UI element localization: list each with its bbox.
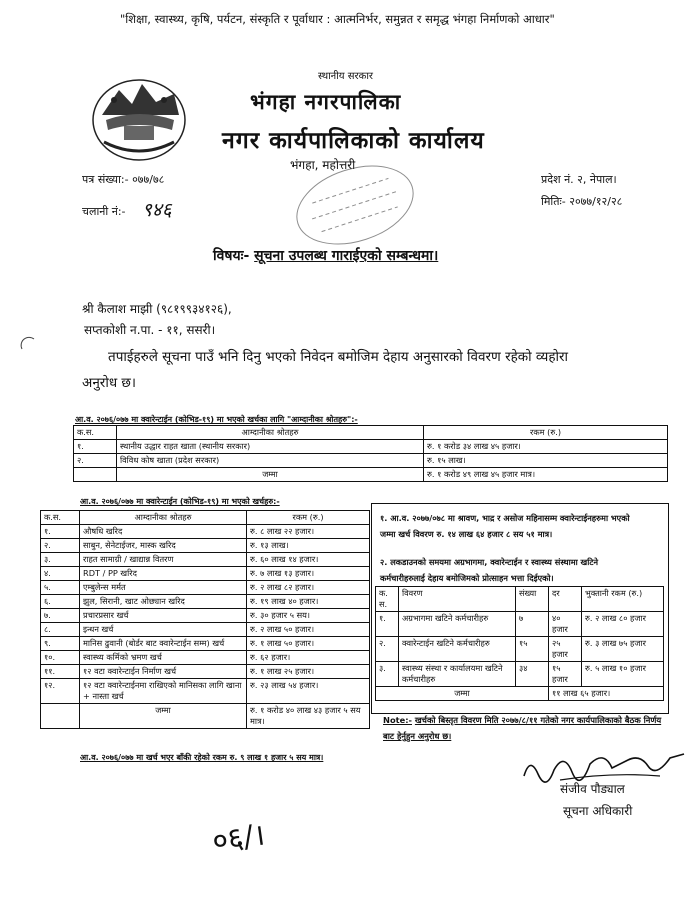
- note: [383, 712, 665, 744]
- table-header-row: [376, 587, 664, 612]
- cell: १०.: [41, 651, 80, 665]
- office-name: नगर कार्यपालिकाको कार्यालय: [222, 128, 485, 154]
- cell: ७: [516, 612, 549, 637]
- table-row: [41, 651, 370, 665]
- cell: रु. २ लाख ८२ हजार।: [247, 581, 370, 595]
- cell: ३.: [41, 553, 80, 567]
- cell: साबुन, सेनेटाईजर, मास्क खरिद: [80, 539, 247, 553]
- table-row: [41, 609, 370, 623]
- table-header-row: [74, 426, 668, 440]
- table-row: [41, 539, 370, 553]
- motto: "शिक्षा, स्वास्थ्य, कृषि, पर्यटन, संस्कृति र पूर्वाधार : आत्मनिर्भर, समुन्नत र समृद्ध भंगहा निर्माणको आधार": [120, 12, 555, 26]
- expense-table-caption: आ.व. २०७६/०७७ मा क्वारेन्टाईन (कोभिड-१९) मा भएको खर्चहरु:-: [80, 497, 280, 506]
- cell: ३४: [516, 662, 549, 687]
- local-government-label: स्थानीय सरकार: [318, 71, 373, 82]
- cell: झुल, सिरानी, खाट ओछ्यान खरिद: [80, 595, 247, 609]
- subject-label: विषयः-: [213, 248, 250, 264]
- cell: स्थानीय उद्धार राहत खाता (स्थानीय सरकार): [117, 440, 424, 454]
- table-row: [376, 612, 664, 637]
- office-address: भंगहा, महोत्तरी: [290, 158, 356, 172]
- cell: रु. ५ लाख १० हजार: [582, 662, 664, 687]
- cell: २.: [74, 454, 117, 468]
- cell: ८.: [41, 623, 80, 637]
- cell: १२.: [41, 679, 80, 704]
- cell: २.: [376, 637, 399, 662]
- allowance-table: [375, 586, 664, 701]
- total-label: जम्मा: [117, 468, 424, 482]
- col-paid-amount: भुक्तानी रकम (रु.): [582, 587, 664, 612]
- cell: ७.: [41, 609, 80, 623]
- table-row: [41, 525, 370, 539]
- table-total-row: [376, 687, 664, 701]
- cell: रु. १ करोड ३४ लाख ४५ हजार।: [424, 440, 668, 454]
- table-row: [74, 440, 668, 454]
- table-total-row: [74, 468, 668, 482]
- col-amount: रकम (रु.): [424, 426, 668, 440]
- cell: रु. १९ लाख ४० हजार।: [247, 595, 370, 609]
- note-text: खर्चको बिस्तृत विवरण मिति २०७७/८/११ गतेको नगर कार्यपालिकाको बैठक निर्णय बाट हेर्नुहुन अनुरोध छ।: [383, 715, 662, 741]
- province: प्रदेश नं. २, नेपाल।: [541, 173, 617, 186]
- recipient: [82, 299, 232, 341]
- total-label: जम्मा: [376, 687, 549, 701]
- col-count: संख्या: [516, 587, 549, 612]
- col-sn: क.स.: [74, 426, 117, 440]
- cell: विविध कोष खाता (प्रदेश सरकार): [117, 454, 424, 468]
- body-line-1: तपाईहरुले सूचना पाउँ भनि दिनु भएको निवेदन बमोजिम देहाय अनुसारको विवरण रहेको व्यहोरा: [108, 349, 569, 365]
- punch-hole-mark: [18, 335, 38, 355]
- reference-number: पत्र संख्या:- ०७७/७८: [82, 173, 165, 186]
- total-value: ११ लाख ६५ हजार।: [549, 687, 664, 701]
- expense-table: [40, 510, 370, 729]
- note-label: Note:-: [383, 715, 412, 725]
- cell: एम्बुलेन्स मर्मत: [80, 581, 247, 595]
- cell: रु. २३ लाख ५४ हजार।: [247, 679, 370, 704]
- table-row: [41, 665, 370, 679]
- cell: रु. ६० लाख १४ हजार।: [247, 553, 370, 567]
- cell: RDT / PP खरिद: [80, 567, 247, 581]
- cell: रु. २ लाख ५० हजार।: [247, 623, 370, 637]
- cell: ४.: [41, 567, 80, 581]
- nepal-emblem: [84, 60, 194, 170]
- col-source: आम्दानीका श्रोतहरु: [80, 511, 247, 525]
- table-row: [41, 553, 370, 567]
- cell: १२ वटा क्वारेन्टाईन निर्माण खर्च: [80, 665, 247, 679]
- table-total-row: [41, 704, 370, 729]
- table-row: [376, 662, 664, 687]
- col-sn: क. स.: [376, 587, 399, 612]
- cell: ११.: [41, 665, 80, 679]
- cell: रु. ६२ हजार।: [247, 651, 370, 665]
- cell: १५: [516, 637, 549, 662]
- cell: १२ वटा क्वारेन्टाईनमा राखिएको मानिसका लागि खाना + नास्ता खर्च: [80, 679, 247, 704]
- col-amount: रकम (रु.): [247, 511, 370, 525]
- total-value: रु. १ करोड ४९ लाख ४५ हजार मात्र।: [424, 468, 668, 482]
- income-sources-table: [73, 425, 668, 482]
- municipality-name: भंगहा नगरपालिका: [250, 90, 402, 114]
- recipient-name: श्री कैलाश माझी (९८१९९३४१२६),: [82, 302, 232, 316]
- cell: रु. १५ लाख।: [424, 454, 668, 468]
- cell: औषधि खरिद: [80, 525, 247, 539]
- cell: इन्धन खर्च: [80, 623, 247, 637]
- box-para2-line2: कर्मचारीहरुलाई देहाय बमोजिमको प्रोत्साहन भत्ता दिईएको।: [380, 573, 554, 583]
- body-line-2: अनुरोध छ।: [82, 375, 136, 391]
- total-value: रु. १ करोड ४० लाख ४३ हजार ५ सय मात्र।: [247, 704, 370, 729]
- cell: अग्रभागमा खटिने कर्मचारीहरु: [399, 612, 516, 637]
- col-source: आम्दानीका श्रोतहरु: [117, 426, 424, 440]
- total-label: जम्मा: [80, 704, 247, 729]
- cell: [74, 468, 117, 482]
- subject-text: सूचना उपलब्ध गाराईएको सम्बन्धमा।: [254, 248, 439, 264]
- cell: १५ हजार: [549, 662, 582, 687]
- cell: रु. ७ लाख १३ हजार।: [247, 567, 370, 581]
- col-sn: क.स.: [41, 511, 80, 525]
- table-row: [74, 454, 668, 468]
- table-row: [41, 567, 370, 581]
- col-description: विवरण: [399, 587, 516, 612]
- cell: मानिस ढुवानी (बोर्डर बाट क्वारेन्टाईन सम्म) खर्च: [80, 637, 247, 651]
- cell: १.: [41, 525, 80, 539]
- table-row: [41, 679, 370, 704]
- signer-name: संजीव पौड्याल: [560, 782, 625, 796]
- col-rate: दर: [549, 587, 582, 612]
- signer-role: सूचना अधिकारी: [563, 804, 633, 818]
- cell: ६.: [41, 595, 80, 609]
- box-para1-line2: जम्मा खर्च विवरण रु. १४ लाख ६४ हजार ८ सय ५१ मात्र।: [380, 529, 553, 539]
- cell: स्वास्थ्य संस्था र कार्यालयमा खटिने कर्मचारीहरु: [399, 662, 516, 687]
- table-row: [41, 623, 370, 637]
- box-para1-line1: १. आ.व. २०७७/०७८ मा श्रावण, भाद्र र असोज महिनासम्म क्वारेन्टाईनहरुमा भएको: [380, 513, 630, 523]
- remaining-balance: आ.व. २०७६/०७७ मा खर्च भएर बाँकी रहेको रकम रु. ९ लाख १ हजार ५ सय मात्र।: [80, 753, 324, 762]
- cell: रु. १३ लाख।: [247, 539, 370, 553]
- cell: ९.: [41, 637, 80, 651]
- margin-scribble: ०६/।: [210, 817, 268, 860]
- cell: रु. ३० हजार ५ सय।: [247, 609, 370, 623]
- cell: रु. १ लाख २५ हजार।: [247, 665, 370, 679]
- cell: ३.: [376, 662, 399, 687]
- table-row: [41, 637, 370, 651]
- dispatch-number: ९४६: [142, 199, 172, 221]
- letter-date: मितिः- २०७७/१२/२८: [541, 195, 623, 208]
- cell: १.: [74, 440, 117, 454]
- office-stamp: [285, 160, 425, 250]
- cell: १.: [376, 612, 399, 637]
- box-para2-line1: २. लकडाउनको समयमा अग्रभागमा, क्वारेन्टाईन र स्वास्थ्य संस्थामा खटिने: [380, 557, 599, 567]
- cell: रु. ३ लाख ७५ हजार: [582, 637, 664, 662]
- cell: ४० हजार: [549, 612, 582, 637]
- table-row: [376, 637, 664, 662]
- cell: [41, 704, 80, 729]
- cell: ५.: [41, 581, 80, 595]
- cell: रु. २ लाख ८० हजार: [582, 612, 664, 637]
- cell: क्वारेन्टाईन खटिने कर्मचारीहरु: [399, 637, 516, 662]
- cell: स्वास्थ्य कर्मिको भ्रमण खर्च: [80, 651, 247, 665]
- subject-line: [213, 246, 438, 265]
- cell: २५ हजार: [549, 637, 582, 662]
- cell: राहत सामाग्री / खाद्यान्न वितरण: [80, 553, 247, 567]
- table-row: [41, 581, 370, 595]
- recipient-address: सप्तकोशी न.पा. - ११, ससरी।: [84, 323, 216, 337]
- table-header-row: [41, 511, 370, 525]
- cell: २.: [41, 539, 80, 553]
- cell: प्रचारप्रसार खर्च: [80, 609, 247, 623]
- income-table-caption: आ.व. २०७६/०७७ मा क्वारेन्टाईन (कोभिड-१९) मा भएको खर्चका लागि "आम्दानीका श्रोतहरु":-: [75, 415, 358, 424]
- dispatch-label: चलानी नं:-: [82, 205, 126, 218]
- cell: रु. ८ लाख २२ हजार।: [247, 525, 370, 539]
- table-row: [41, 595, 370, 609]
- cell: रु. १ लाख ५० हजार।: [247, 637, 370, 651]
